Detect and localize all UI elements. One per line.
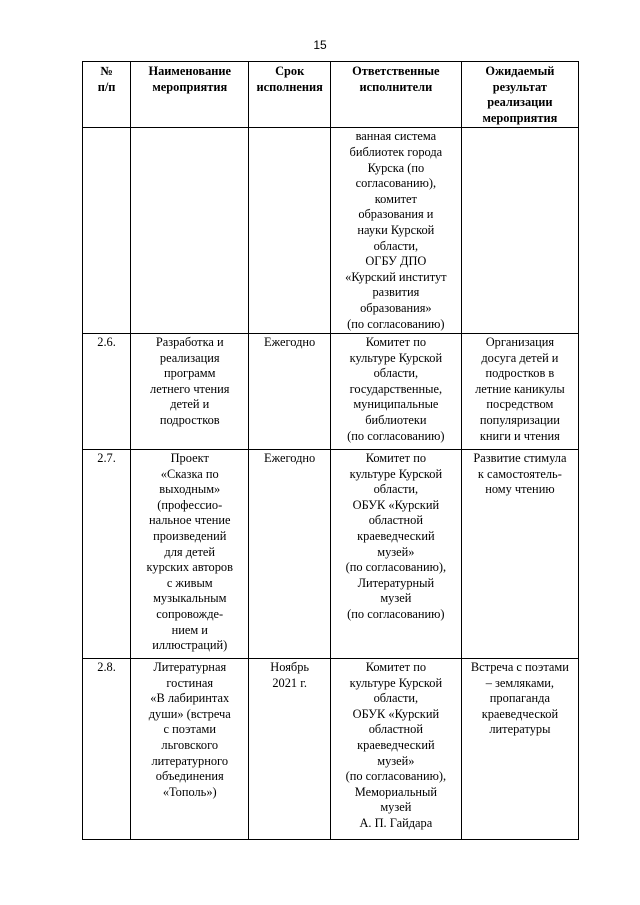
cell-term: Ежегодно <box>249 334 331 450</box>
cell-name: Литературная гостиная «В лабиринтах души» (встреча с поэтами льговского литературного объединения «Тополь») <box>131 659 249 840</box>
cell-name: Разработка и реализация программ летнего чтения детей и подростков <box>131 334 249 450</box>
header-executors: Ответственные исполнители <box>330 62 461 128</box>
cell-num: 2.8. <box>83 659 131 840</box>
cell-result: Организация досуга детей и подростков в летние каникулы посредством популяризации книги и чтения <box>461 334 578 450</box>
header-result: Ожидаемый результат реализации мероприятия <box>461 62 578 128</box>
cell-result: Развитие стимула к самостоятель- ному чтению <box>461 450 578 659</box>
cell-name <box>131 128 249 334</box>
cell-num <box>83 128 131 334</box>
table-row <box>83 659 579 840</box>
cell-num: 2.6. <box>83 334 131 450</box>
table-body <box>83 128 579 840</box>
cell-name: Проект «Сказка по выходным» (профессио- нальное чтение произведений для детей курских авторов с живым музыкальным сопровожде- нием и иллюстраций) <box>131 450 249 659</box>
cell-executors: ванная система библиотек города Курска (по согласованию), комитет образования и науки Курской области, ОГБУ ДПО «Курский институт развития образования» (по согласованию) <box>330 128 461 334</box>
events-table <box>82 61 579 840</box>
header-num: № п/п <box>83 62 131 128</box>
table-row <box>83 450 579 659</box>
cell-executors: Комитет по культуре Курской области, ОБУК «Курский областной краеведческий музей» (по согласованию), Мемориальный музей А. П. Гайдара <box>330 659 461 840</box>
cell-term: Ежегодно <box>249 450 331 659</box>
page-number: 15 <box>313 38 327 52</box>
header-name: Наименование мероприятия <box>131 62 249 128</box>
cell-num: 2.7. <box>83 450 131 659</box>
header-row <box>83 62 579 128</box>
cell-term: Ноябрь 2021 г. <box>249 659 331 840</box>
header-term: Срок исполнения <box>249 62 331 128</box>
cell-result: Встреча с поэтами – земляками, пропаганда краеведческой литературы <box>461 659 578 840</box>
cell-result <box>461 128 578 334</box>
table-header <box>83 62 579 128</box>
cell-term <box>249 128 331 334</box>
table-row <box>83 334 579 450</box>
cell-executors: Комитет по культуре Курской области, ОБУК «Курский областной краеведческий музей» (по согласованию), Литературный музей (по согласованию) <box>330 450 461 659</box>
table-row <box>83 128 579 334</box>
cell-executors: Комитет по культуре Курской области, государственные, муниципальные библиотеки (по согласованию) <box>330 334 461 450</box>
